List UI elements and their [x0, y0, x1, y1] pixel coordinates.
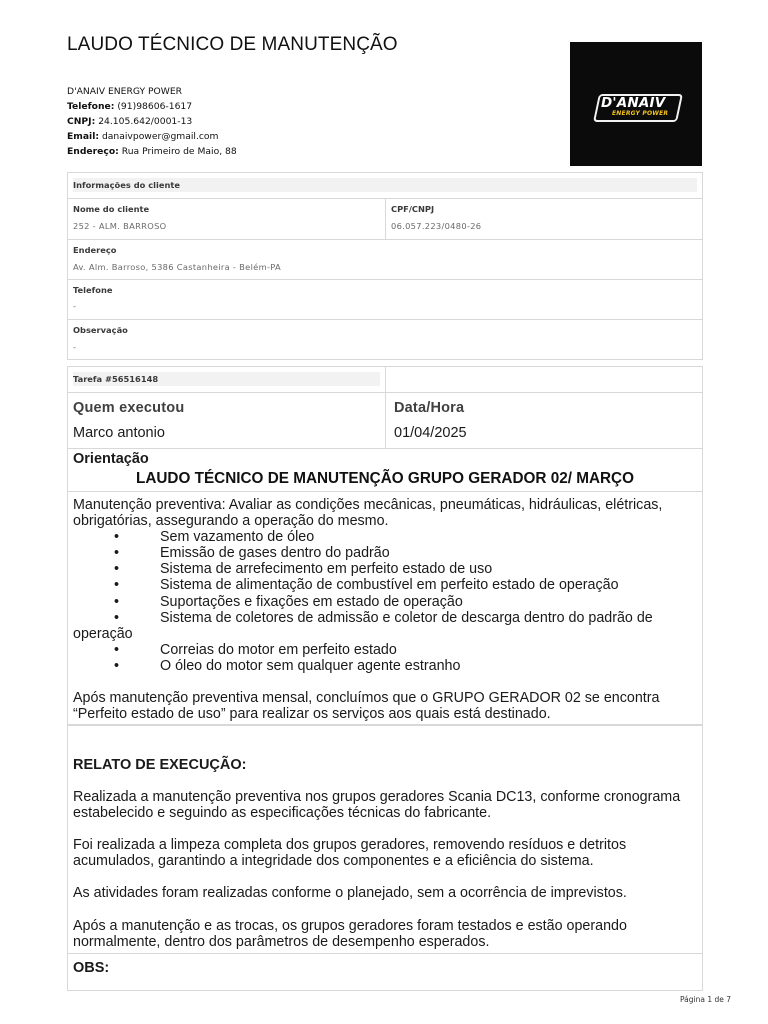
client-doc-value: 06.057.223/0480-26: [391, 221, 482, 231]
client-notes-value: -: [73, 342, 77, 352]
obs-label: OBS:: [73, 960, 110, 976]
company-cnpj-label: CNPJ:: [67, 116, 96, 127]
company-email-label: Email:: [67, 131, 100, 142]
logo-wordmark: D'ANAIV: [601, 95, 666, 111]
bullet-icon: •: [114, 593, 120, 610]
orientation-intro: Manutenção preventiva: Avaliar as condições mecânicas, pneumáticas, hidráulicas, elétricas, obrigatórias, assegurando a operação do mesmo.: [73, 497, 663, 530]
checklist-item-text: Correias do motor em perfeito estado: [160, 641, 397, 658]
divider: [68, 392, 702, 393]
client-phone-value: -: [73, 301, 77, 311]
bullet-icon: •: [114, 545, 120, 562]
company-phone-label: Telefone:: [67, 101, 115, 112]
logo-tagline: ENERGY POWER: [612, 110, 669, 117]
bullet-icon: •: [114, 641, 120, 658]
page-footer: Página 1 de 7: [680, 995, 732, 1004]
checklist-item-text: Sistema de coletores de admissão e coletor de descarga dentro do padrão de: [160, 609, 653, 626]
client-info-box: [67, 172, 703, 360]
bullet-icon: •: [114, 577, 120, 594]
client-address-value: Av. Alm. Barroso, 5386 Castanheira - Belém-PA: [73, 262, 281, 272]
client-notes-label: Observação: [73, 325, 128, 335]
client-address-label: Endereço: [73, 245, 117, 255]
company-logo: [570, 42, 702, 166]
orientation-conclusion: Após manutenção preventiva mensal, concluímos que o GRUPO GERADOR 02 se encontra “Perfeito estado de uso” para realizar os serviços aos quais está destinado.: [73, 690, 660, 723]
bullet-icon: •: [114, 529, 120, 546]
company-address-label: Endereço:: [67, 146, 119, 157]
divider: [385, 198, 386, 239]
datetime-label: Data/Hora: [394, 400, 465, 416]
company-address: Rua Primeiro de Maio, 88: [121, 146, 237, 157]
divider: [68, 491, 702, 492]
company-phone: (91)98606-1617: [117, 101, 193, 112]
executed-by-label: Quem executou: [73, 400, 185, 416]
checklist-item: [73, 529, 699, 545]
checklist-item-text: Suportações e fixações em estado de operação: [160, 593, 463, 610]
report-paragraph-2: Foi realizada a limpeza completa dos grupos geradores, removendo resíduos e detritos acumulados, garantindo a integridade dos componentes e a eficiência do sistema.: [73, 837, 627, 870]
checklist-item-text: Sistema de arrefecimento em perfeito estado de uso: [160, 561, 493, 578]
task-box: [67, 366, 703, 725]
client-section-label: Informações do cliente: [73, 178, 697, 192]
client-phone-label: Telefone: [73, 285, 113, 295]
divider: [68, 279, 702, 280]
document-title: LAUDO TÉCNICO DE MANUTENÇÃO: [67, 34, 398, 55]
bullet-icon: •: [114, 657, 120, 674]
company-info: [67, 84, 237, 159]
orientation-heading: LAUDO TÉCNICO DE MANUTENÇÃO GRUPO GERADOR 02/ MARÇO: [135, 470, 634, 487]
checklist-item: [73, 658, 699, 674]
report-heading: RELATO DE EXECUÇÃO:: [73, 757, 247, 773]
report-paragraph-3: As atividades foram realizadas conforme o planejado, sem a ocorrência de imprevistos.: [73, 885, 627, 902]
client-doc-label: CPF/CNPJ: [391, 204, 435, 214]
company-email-row: [67, 129, 237, 144]
datetime-value: 01/04/2025: [394, 425, 467, 441]
checklist-item: [73, 561, 699, 577]
client-name-label: Nome do cliente: [73, 204, 150, 214]
orientation-label: Orientação: [73, 451, 149, 467]
checklist-item-text: O óleo do motor sem qualquer agente estranho: [160, 657, 461, 674]
company-cnpj-row: [67, 114, 237, 129]
divider: [385, 367, 386, 448]
executed-by-value: Marco antonio: [73, 425, 165, 441]
checklist-item: [73, 545, 699, 561]
company-cnpj: 24.105.642/0001-13: [98, 116, 193, 127]
bullet-icon: •: [114, 561, 120, 578]
orientation-content: [73, 497, 699, 722]
checklist-item: [73, 610, 699, 626]
checklist-a: [73, 529, 699, 626]
checklist-wrap-line: operação: [73, 625, 133, 642]
divider: [68, 953, 702, 954]
company-email: danaivpower@gmail.com: [101, 131, 219, 142]
company-name: D'ANAIV ENERGY POWER: [67, 86, 183, 97]
divider: [68, 448, 702, 449]
report-paragraph-4: Após a manutenção e as trocas, os grupos geradores foram testados e estão operando normalmente, dentro dos parâmetros de desempenho esperados.: [73, 917, 627, 950]
checklist-item-text: Emissão de gases dentro do padrão: [160, 545, 390, 562]
checklist-item: [73, 594, 699, 610]
checklist-item-text: Sem vazamento de óleo: [160, 529, 315, 546]
checklist-item-text: Sistema de alimentação de combustível em perfeito estado de operação: [160, 577, 619, 594]
checklist-item: [73, 642, 699, 658]
checklist-b: [73, 642, 699, 674]
divider: [68, 319, 702, 320]
report-paragraph-1: Realizada a manutenção preventiva nos grupos geradores Scania DC13, conforme cronograma estabelecido e seguindo as especificações técnicas do fabricante.: [73, 789, 681, 822]
checklist-item: [73, 577, 699, 593]
company-address-row: [67, 144, 237, 159]
task-id-label: Tarefa #56516148: [73, 372, 380, 386]
report-content: [73, 757, 699, 950]
report-box: [67, 725, 703, 991]
bullet-icon: •: [114, 609, 120, 626]
divider: [68, 239, 702, 240]
company-phone-row: [67, 99, 237, 114]
client-name-value: 252 - ALM. BARROSO: [73, 221, 167, 231]
